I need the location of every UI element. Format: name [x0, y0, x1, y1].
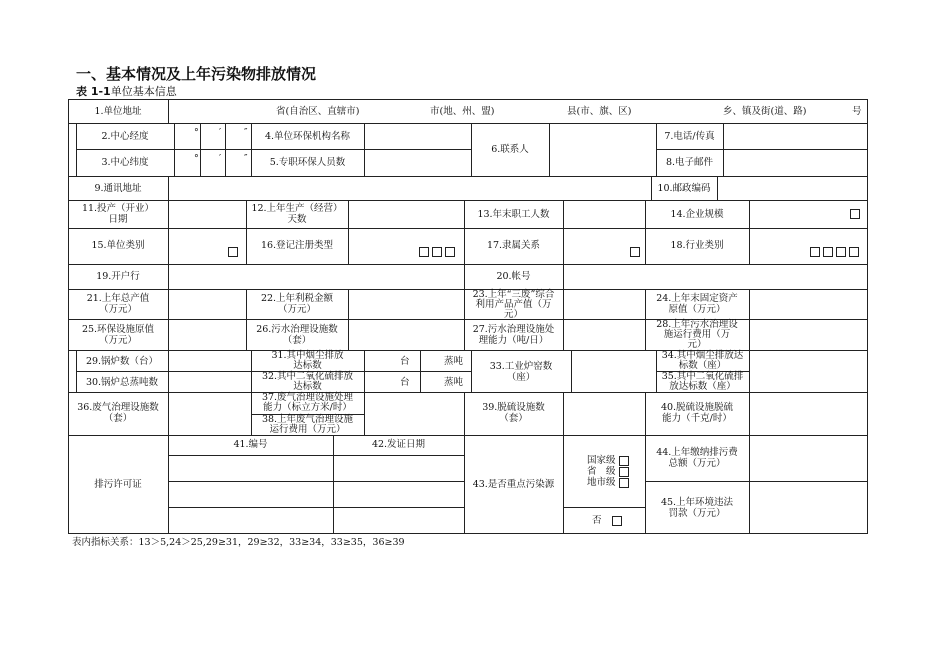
label-permit-number: 41.编号	[233, 439, 268, 450]
unit-tai: 台	[400, 356, 410, 367]
label-no: 否	[592, 515, 602, 526]
degree-mark: °	[194, 153, 199, 164]
label-discharge-fee: 44.上年缴纳排污费	[656, 447, 738, 458]
label-gas-cost: 运行费用（万元）	[269, 424, 346, 435]
label-env-staff: 5.专职环保人员数	[269, 157, 346, 168]
degree-mark: °	[194, 127, 199, 138]
table-title: 单位基本信息	[110, 85, 177, 98]
table-number: 表 1-1	[76, 85, 111, 98]
label-provincial-level: 省 级	[587, 466, 616, 477]
label-unit-address: 1.单位地址	[94, 106, 142, 117]
label-gas-capacity: 37.废气治理设施处理	[261, 392, 354, 403]
label-city: 市(地、州、盟)	[430, 106, 495, 117]
provincial-level-checkbox[interactable]	[619, 467, 629, 477]
label-waste-utilization: 元）	[503, 309, 523, 320]
industry-checkbox[interactable]	[823, 247, 833, 257]
label-env-assets: 25.环保设施原值	[81, 324, 155, 335]
registration-type-checkbox[interactable]	[445, 247, 455, 257]
label-town: 乡、镇及街(道、路)	[723, 106, 807, 117]
label-municipal-level: 地市级	[587, 477, 616, 488]
label-mail-address: 9.通讯地址	[94, 183, 142, 194]
label-contact: 6.联系人	[491, 144, 529, 155]
registration-type-checkbox[interactable]	[419, 247, 429, 257]
label-total-output: 21.上年总产值	[86, 293, 150, 304]
label-desulfurization-capacity: 能力（千克/时）	[662, 413, 732, 424]
label-unit-category: 15.单位类别	[91, 240, 145, 251]
label-profit-tax: 22.上年利税金额	[260, 293, 334, 304]
industry-checkbox[interactable]	[810, 247, 820, 257]
indicator-relations-note: 表内指标关系：13＞5,24＞25,29≥31，29≥32，33≥34，33≥35，36≥39	[72, 537, 405, 548]
affiliation-checkbox[interactable]	[630, 247, 640, 257]
label-wastewater-capacity: 理能力（吨/日）	[478, 335, 549, 346]
industry-checkbox[interactable]	[849, 247, 859, 257]
unit-steam-ton: 蒸吨	[444, 356, 464, 367]
minute-mark: ′	[219, 153, 222, 164]
industry-checkbox[interactable]	[836, 247, 846, 257]
label-boiler-tons: 30.锅炉总蒸吨数	[85, 377, 159, 388]
label-kiln-dust: 标数（座）	[678, 360, 727, 371]
second-mark: ″	[244, 127, 248, 138]
label-longitude: 2.中心经度	[101, 131, 149, 142]
label-account: 20.帐号	[496, 271, 531, 282]
label-gas-facilities: （套）	[103, 413, 133, 424]
label-wastewater-cost: 施运行费用（万	[663, 329, 731, 340]
label-violation-fine: 罚款（万元）	[668, 508, 726, 519]
label-kiln-count: 33.工业炉窑数	[489, 361, 553, 372]
label-boiler-dust: 31.其中烟尘排放	[271, 350, 344, 361]
label-affiliation: 17.隶属关系	[486, 240, 541, 251]
label-desulfurization-capacity: 40.脱硫设施脱硫	[660, 402, 734, 413]
municipal-level-checkbox[interactable]	[619, 478, 629, 488]
label-latitude: 3.中心纬度	[101, 157, 149, 168]
label-enterprise-scale: 14.企业规模	[670, 209, 724, 220]
label-kiln-so2: 35.其中二氧化硫排	[661, 371, 744, 382]
label-production-days: 12.上年生产（经营）	[251, 203, 343, 214]
label-production-days: 天数	[287, 214, 307, 225]
label-waste-utilization: 23.上年“三废”综合	[472, 289, 555, 300]
label-industry: 18.行业类别	[670, 240, 724, 251]
label-desulfurization-facilities: （套）	[499, 413, 528, 424]
label-staff-count: 13.年末职工人数	[477, 209, 550, 220]
label-env-agency: 4.单位环保机构名称	[264, 131, 351, 142]
label-province: 省(自治区、直辖市)	[276, 106, 360, 117]
minute-mark: ′	[219, 127, 222, 138]
unit-tai: 台	[400, 377, 410, 388]
label-registration-type: 16.登记注册类型	[260, 240, 334, 251]
scale-checkbox[interactable]	[850, 209, 860, 219]
label-bank: 19.开户行	[96, 271, 140, 282]
label-profit-tax: （万元）	[277, 304, 316, 315]
label-house-number: 号	[852, 106, 862, 117]
label-kiln-dust: 34.其中烟尘排放达	[661, 350, 744, 361]
label-gas-capacity: 能力（标立方米/时）	[263, 402, 352, 413]
label-env-assets: （万元）	[98, 335, 137, 346]
label-desulfurization-facilities: 39.脱硫设施数	[482, 402, 545, 413]
label-wastewater-facilities: 26.污水治理设施数	[256, 324, 338, 335]
label-phone: 7.电话/传真	[664, 131, 715, 142]
label-email: 8.电子邮件	[665, 157, 714, 168]
label-total-output: （万元）	[98, 304, 137, 315]
label-fixed-assets: 原值（万元）	[668, 304, 726, 315]
label-kiln-so2: 放达标数（座）	[669, 381, 736, 392]
label-wastewater-cost: 28.上年污水治理设	[656, 319, 738, 330]
label-wastewater-facilities: （套）	[282, 335, 312, 346]
label-start-date: 11.投产（开业）	[81, 203, 155, 214]
label-boiler-count: 29.锅炉数（台）	[85, 356, 159, 367]
second-mark: ″	[244, 153, 248, 164]
label-start-date: 日期	[108, 214, 128, 225]
label-kiln-count: （座）	[506, 372, 536, 383]
label-discharge-fee: 总额（万元）	[668, 458, 726, 469]
label-postcode: 10.邮政编码	[657, 183, 711, 194]
label-waste-utilization: 利用产品产值（万	[475, 299, 552, 310]
label-county: 县(市、旗、区)	[567, 106, 632, 117]
label-gas-cost: 38.上年废气治理设施	[261, 414, 354, 425]
label-discharge-permit: 排污许可证	[94, 479, 142, 490]
table-caption	[76, 83, 177, 99]
label-gas-facilities: 36.废气治理设施数	[77, 402, 159, 413]
national-level-checkbox[interactable]	[619, 456, 629, 466]
section-heading: 一、基本情况及上年污染物排放情况	[76, 65, 317, 83]
label-key-pollution-source: 43.是否重点污染源	[472, 479, 555, 490]
unit-steam-ton: 蒸吨	[444, 377, 464, 388]
label-issue-date: 42.发证日期	[371, 439, 426, 450]
no-checkbox[interactable]	[612, 516, 622, 526]
label-wastewater-capacity: 27.污水治理设施处	[472, 324, 555, 335]
label-boiler-so2: 32.其中二氧化硫排放	[261, 371, 354, 382]
label-boiler-so2: 达标数	[293, 381, 322, 392]
unit-category-checkbox[interactable]	[228, 247, 238, 257]
label-national-level: 国家级	[587, 455, 616, 466]
label-fixed-assets: 24.上年末固定资产	[656, 293, 738, 304]
registration-type-checkbox[interactable]	[432, 247, 442, 257]
label-boiler-dust: 达标数	[293, 360, 322, 371]
label-wastewater-cost: 元）	[687, 339, 707, 350]
label-violation-fine: 45.上年环境违法	[660, 497, 734, 508]
